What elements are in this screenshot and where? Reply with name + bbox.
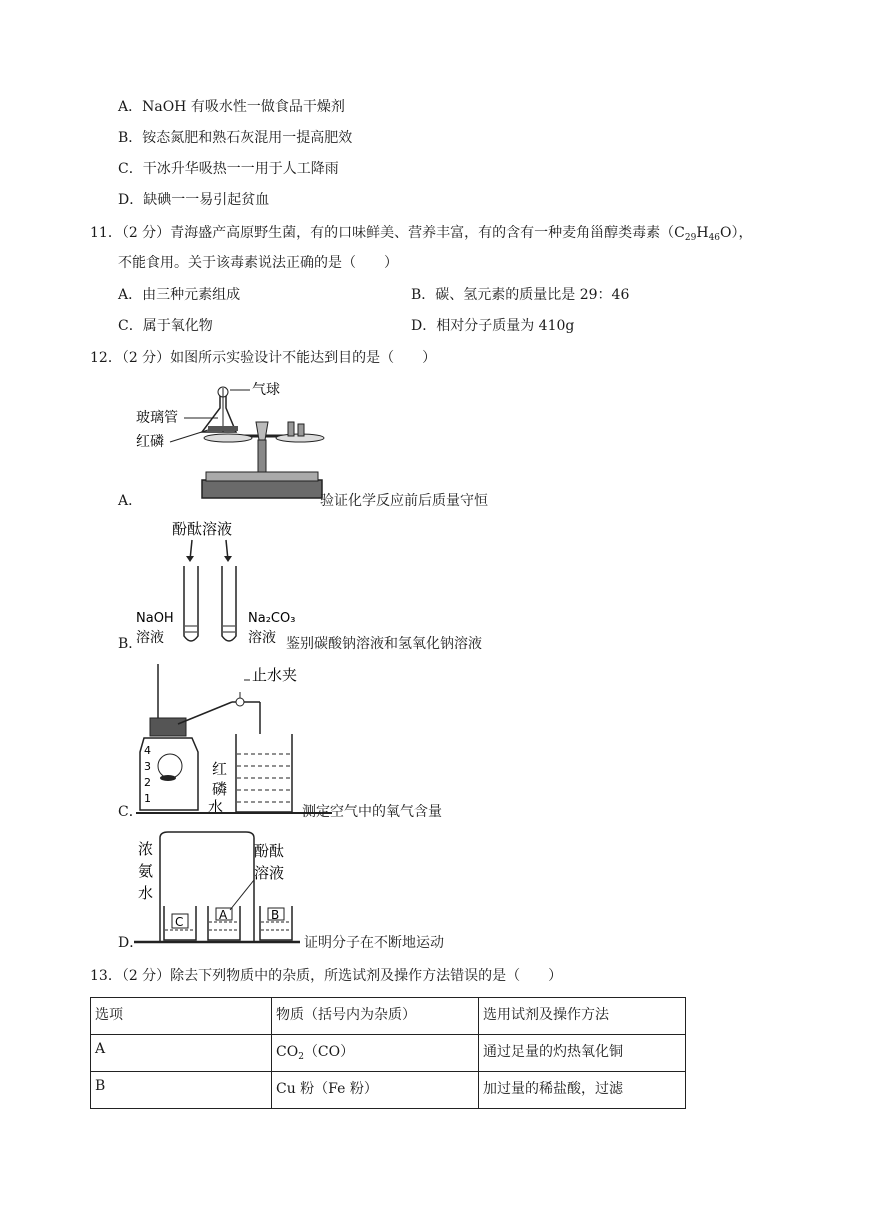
co2-subscript: 2 bbox=[298, 1052, 304, 1062]
q10-option-b: B．铵态氮肥和熟石灰混用一提高肥效 bbox=[118, 130, 353, 146]
balance-base bbox=[202, 480, 322, 498]
q11-stem-prefix: 11．（2 分）青海盛产高原野生菌，有的口味鲜美、营养丰富，有的含有一种麦角甾醇类毒素（C bbox=[90, 225, 685, 241]
q11-option-b: B．碳、氢元素的质量比是 29：46 bbox=[411, 287, 630, 303]
label-beaker-a: A bbox=[219, 908, 228, 922]
label-balloon: 气球 bbox=[252, 382, 280, 398]
label-naoh: NaOH bbox=[136, 611, 174, 626]
q12-option-d-letter: D． bbox=[118, 935, 144, 951]
row-b-option: B bbox=[91, 1072, 272, 1109]
q13-table bbox=[90, 997, 686, 1109]
q11-formula-h: H bbox=[696, 225, 709, 241]
q12-option-d-caption: 证明分子在不断地运动 bbox=[304, 935, 444, 951]
mark-4: 4 bbox=[144, 744, 151, 757]
label-ammonia-1: 浓 bbox=[138, 840, 154, 858]
q11-formula-sub1: 29 bbox=[684, 233, 697, 243]
figure-c-oxygen-apparatus bbox=[136, 662, 332, 817]
row-b-method: 加过量的稀盐酸，过滤 bbox=[479, 1072, 686, 1109]
label-na2co3: Na₂CO₃ bbox=[248, 611, 296, 626]
label-red-phosphorus: 红磷 bbox=[136, 434, 164, 450]
label-water: 水 bbox=[208, 798, 224, 816]
table-header-row bbox=[91, 998, 686, 1035]
table-row bbox=[91, 1072, 686, 1109]
left-pan bbox=[204, 434, 252, 442]
label-clamp: 止水夹 bbox=[252, 666, 298, 684]
label-phenol-1: 酚酞 bbox=[254, 842, 285, 860]
label-glass-tube: 玻璃管 bbox=[136, 410, 178, 426]
header-substance: 物质（括号内为杂质） bbox=[272, 998, 479, 1035]
label-na2co3-solution: 溶液 bbox=[248, 630, 276, 646]
q11-stem bbox=[90, 223, 753, 248]
flame bbox=[158, 754, 182, 778]
balance-pillar bbox=[258, 440, 266, 472]
q11-option-c: C．属于氧化物 bbox=[118, 318, 213, 334]
q10-option-a: A．NaOH 有吸水性一做食品干燥剂 bbox=[118, 99, 345, 115]
q11-option-d: D．相对分子质量为 410g bbox=[411, 318, 575, 334]
mark-2: 2 bbox=[144, 776, 151, 789]
q12-option-c-letter: C． bbox=[118, 804, 143, 820]
header-method: 选用试剂及操作方法 bbox=[479, 998, 686, 1035]
q12-option-a-caption: 验证化学反应前后质量守恒 bbox=[320, 493, 488, 509]
q11-option-a: A．由三种元素组成 bbox=[118, 287, 241, 303]
q12-option-b-caption: 鉴别碳酸钠溶液和氢氧化钠溶液 bbox=[286, 636, 482, 652]
figure-b-test-tubes bbox=[134, 518, 296, 648]
red-phosphorus bbox=[208, 426, 238, 431]
co-impurity: （CO） bbox=[303, 1044, 355, 1060]
mark-3: 3 bbox=[144, 760, 151, 773]
label-ammonia-3: 水 bbox=[138, 884, 154, 902]
q11-stem-suffix: O）， bbox=[720, 225, 753, 241]
test-tube-left bbox=[184, 566, 198, 641]
spoon bbox=[160, 775, 176, 781]
label-ammonia-2: 氨 bbox=[138, 862, 154, 880]
beaker bbox=[236, 734, 292, 812]
q12-option-c-caption: 测定空气中的氧气含量 bbox=[302, 804, 442, 820]
q12-option-a-letter: A． bbox=[118, 493, 143, 509]
q12-stem: 12．（2 分）如图所示实验设计不能达到目的是（ ） bbox=[90, 350, 437, 366]
label-phenolphthalein: 酚酞溶液 bbox=[172, 520, 233, 538]
label-phos: 磷 bbox=[212, 780, 228, 798]
header-option: 选项 bbox=[91, 998, 272, 1035]
table-row bbox=[91, 1035, 686, 1072]
mark-1: 1 bbox=[144, 792, 151, 805]
label-phenol-2: 溶液 bbox=[254, 864, 285, 882]
figure-d-molecule-motion bbox=[134, 830, 304, 950]
co-text: CO bbox=[276, 1044, 299, 1060]
label-naoh-solution: 溶液 bbox=[136, 630, 164, 646]
test-tube-right bbox=[222, 566, 236, 641]
q13-stem: 13．（2 分）除去下列物质中的杂质，所选试剂及操作方法错误的是（ ） bbox=[90, 968, 563, 984]
q11-formula-sub2: 46 bbox=[708, 233, 721, 243]
figure-a-balance bbox=[132, 380, 322, 505]
label-beaker-c: C bbox=[175, 915, 184, 929]
q10-option-d: D．缺碘一一易引起贫血 bbox=[118, 192, 270, 208]
q10-option-c: C．干冰升华吸热一一用于人工降雨 bbox=[118, 161, 339, 177]
clamp bbox=[236, 698, 244, 706]
q11-stem-line2: 不能食用。关于该毒素说法正确的是（ ） bbox=[118, 255, 398, 271]
label-beaker-b: B bbox=[271, 908, 280, 922]
label-red: 红 bbox=[212, 760, 228, 778]
row-b-substance: Cu 粉（Fe 粉） bbox=[272, 1072, 479, 1109]
row-a-method: 通过足量的灼热氧化铜 bbox=[479, 1035, 686, 1072]
row-a-substance bbox=[272, 1035, 479, 1072]
q12-option-b-letter: B． bbox=[118, 636, 143, 652]
stopper bbox=[150, 718, 186, 736]
row-a-option: A bbox=[91, 1035, 272, 1072]
